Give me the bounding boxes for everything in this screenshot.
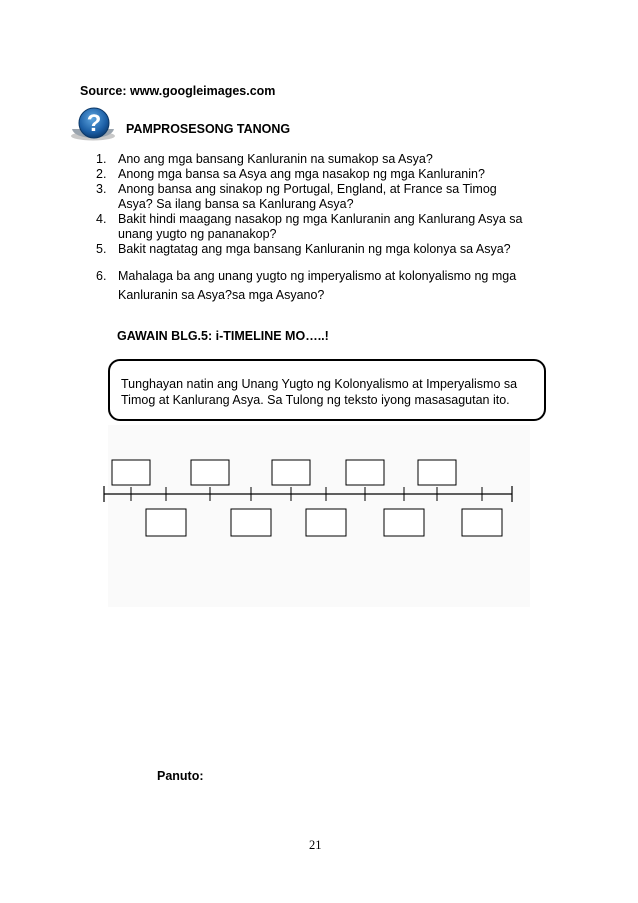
item-number: 3. [96, 182, 107, 196]
item-number: 4. [96, 212, 107, 226]
item-text-cont: unang yugto ng pananakop? [118, 227, 277, 241]
timeline-box-top [418, 460, 456, 485]
page-number: 21 [309, 838, 322, 852]
item-text-cont: Kanluranin sa Asya?sa mga Asyano? [118, 288, 325, 302]
activity-title: GAWAIN BLG.5: i-TIMELINE MO…..! [117, 329, 329, 343]
item-text: Mahalaga ba ang unang yugto ng imperyalismo at kolonyalismo ng mga [118, 269, 517, 283]
item-text: Anong mga bansa sa Asya ang mga nasakop ng mga Kanluranin? [118, 167, 485, 181]
timeline-box-bottom [306, 509, 346, 536]
item-text: Bakit nagtatag ang mga bansang Kanluranin ng mga kolonya sa Asya? [118, 242, 511, 256]
instructions-label: Panuto: [157, 769, 204, 783]
instruction-line-1: Tunghayan natin ang Unang Yugto ng Kolonyalismo at Imperyalismo sa [121, 377, 518, 391]
svg-text:?: ? [86, 110, 102, 137]
item-text-cont: Asya? Sa ilang bansa sa Kanlurang Asya? [118, 197, 354, 211]
timeline-box-bottom [462, 509, 502, 536]
item-text: Bakit hindi maagang nasakop ng mga Kanluranin ang Kanlurang Asya sa [118, 212, 523, 226]
timeline-box-bottom [231, 509, 271, 536]
item-number: 1. [96, 152, 107, 166]
item-text: Ano ang mga bansang Kanluranin na sumakop sa Asya? [118, 152, 433, 166]
timeline-box-bottom [146, 509, 186, 536]
item-number: 2. [96, 167, 107, 181]
timeline-box-top [346, 460, 384, 485]
instruction-line-2: Timog at Kanlurang Asya. Sa Tulong ng teksto iyong masasagutan ito. [121, 393, 510, 407]
source-credit: Source: www.googleimages.com [80, 84, 276, 98]
timeline-box-top [112, 460, 150, 485]
section-heading: PAMPROSESONG TANONG [126, 122, 291, 136]
item-text: Anong bansa ang sinakop ng Portugal, England, at France sa Timog [118, 182, 497, 196]
timeline-box-top [191, 460, 229, 485]
timeline-box-top [272, 460, 310, 485]
item-number: 6. [96, 269, 107, 283]
item-number: 5. [96, 242, 107, 256]
timeline-box-bottom [384, 509, 424, 536]
